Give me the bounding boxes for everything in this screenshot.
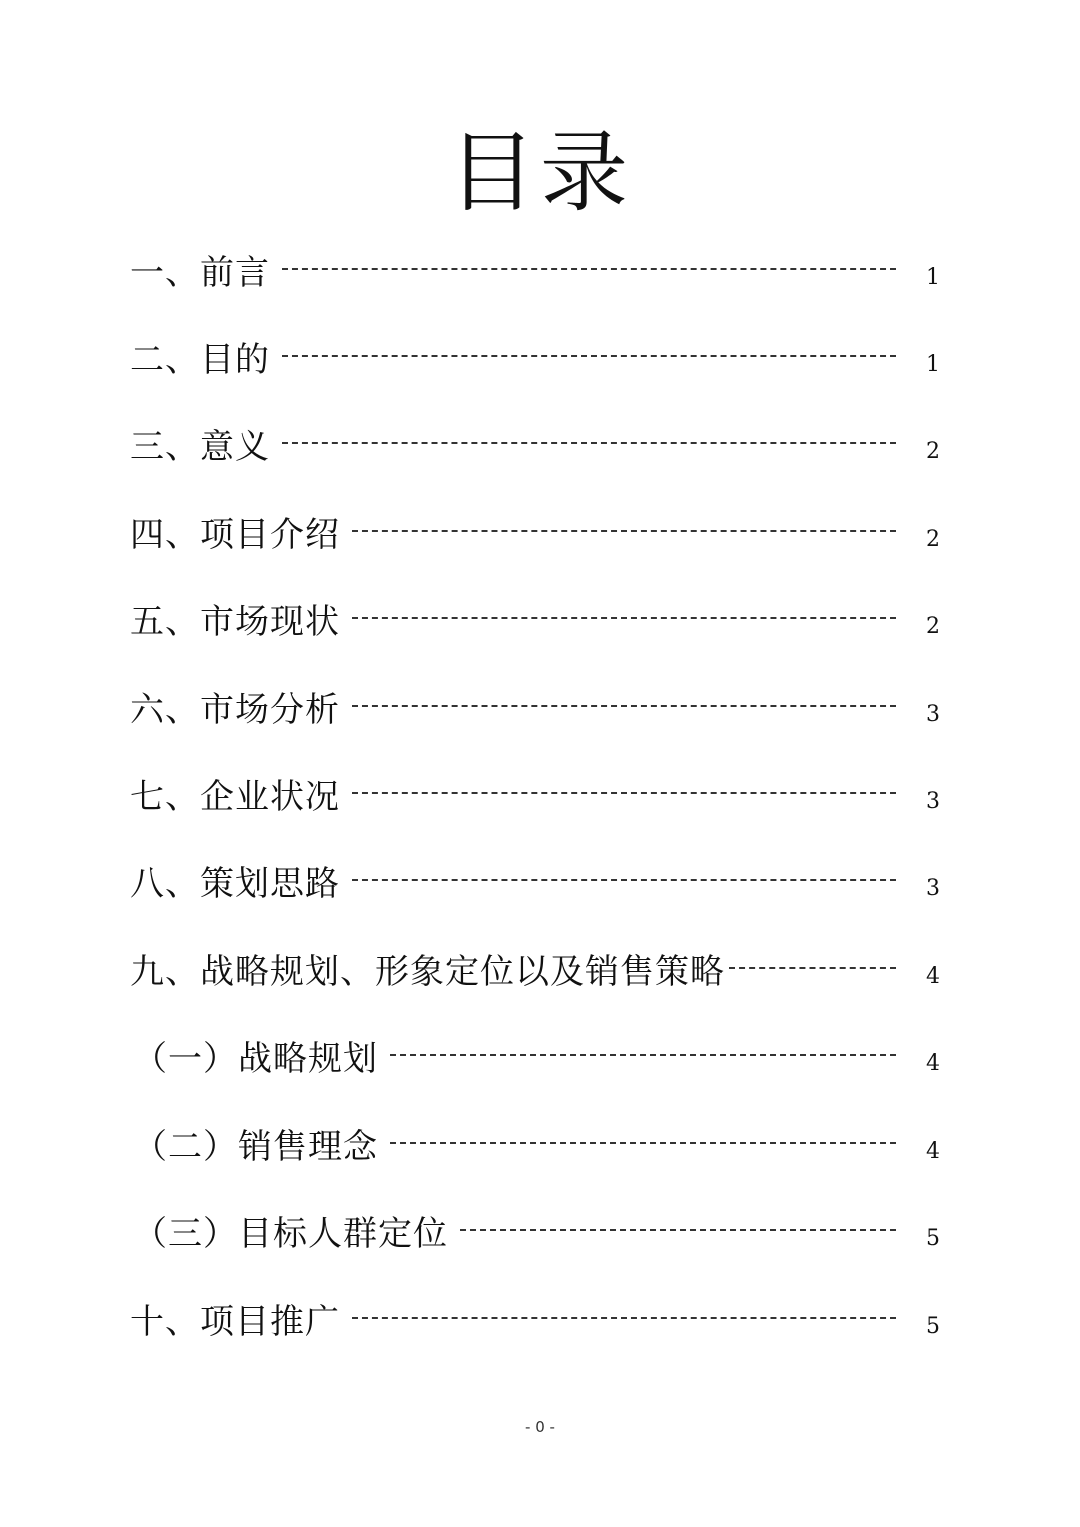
toc-subentry[interactable] — [133, 1208, 940, 1260]
toc-entry-label: 三、意义 — [130, 427, 270, 467]
toc-entry[interactable] — [130, 946, 940, 998]
toc-entry-label: 五、市场现状 — [130, 602, 340, 642]
toc-entry-page-number: 4 — [926, 964, 940, 989]
toc-entry-label: 七、企业状况 — [130, 777, 340, 817]
page-number-footer: - 0 - — [525, 1418, 555, 1436]
toc-dot-leader — [352, 879, 896, 881]
toc-dot-leader — [352, 1317, 896, 1319]
toc-subentry[interactable] — [133, 1033, 940, 1085]
toc-entry-label: 一、前言 — [130, 253, 270, 293]
toc-entry-label: 九、战略规划、形象定位以及销售策略 — [130, 952, 725, 992]
toc-entry[interactable] — [130, 1296, 940, 1348]
toc-entry[interactable] — [130, 771, 940, 823]
toc-entry-page-number: 2 — [926, 527, 940, 552]
toc-entry-label: 六、市场分析 — [130, 690, 340, 730]
toc-entry-page-number: 2 — [926, 614, 940, 639]
toc-entry-label: 十、项目推广 — [130, 1302, 340, 1342]
toc-dot-leader — [729, 967, 896, 969]
toc-entry-label: （三）目标人群定位 — [133, 1214, 448, 1254]
toc-entry[interactable] — [130, 421, 940, 473]
toc-entry-label: 二、目的 — [130, 340, 270, 380]
toc-entry-page-number: 3 — [926, 789, 940, 814]
toc-dot-leader — [282, 268, 896, 270]
toc-entry-page-number: 1 — [926, 352, 940, 377]
toc-entry[interactable] — [130, 684, 940, 736]
toc-entry[interactable] — [130, 334, 940, 386]
toc-dot-leader — [352, 530, 896, 532]
toc-entry-label: （二）销售理念 — [133, 1127, 378, 1167]
toc-entry[interactable] — [130, 247, 940, 299]
toc-entry-label: 四、项目介绍 — [130, 515, 340, 555]
toc-entry[interactable] — [130, 858, 940, 910]
toc-dot-leader — [460, 1229, 896, 1231]
toc-dot-leader — [352, 792, 896, 794]
toc-entry-label: 八、策划思路 — [130, 864, 340, 904]
toc-entry-page-number: 2 — [926, 439, 940, 464]
toc-entry[interactable] — [130, 596, 940, 648]
toc-dot-leader — [390, 1142, 896, 1144]
toc-title: 目录 — [447, 121, 632, 224]
toc-entry-page-number: 5 — [926, 1226, 940, 1251]
toc-entry[interactable] — [130, 509, 940, 561]
toc-dot-leader — [282, 442, 896, 444]
toc-dot-leader — [282, 355, 896, 357]
toc-entry-page-number: 3 — [926, 876, 940, 901]
toc-dot-leader — [352, 705, 896, 707]
toc-entry-page-number: 5 — [926, 1314, 940, 1339]
toc-entry-label: （一）战略规划 — [133, 1039, 378, 1079]
toc-entry-page-number: 4 — [926, 1139, 940, 1164]
toc-entry-page-number: 1 — [926, 265, 940, 290]
toc-entry-page-number: 3 — [926, 702, 940, 727]
toc-dot-leader — [352, 617, 896, 619]
toc-entry-page-number: 4 — [926, 1051, 940, 1076]
toc-dot-leader — [390, 1054, 896, 1056]
toc-subentry[interactable] — [133, 1121, 940, 1173]
